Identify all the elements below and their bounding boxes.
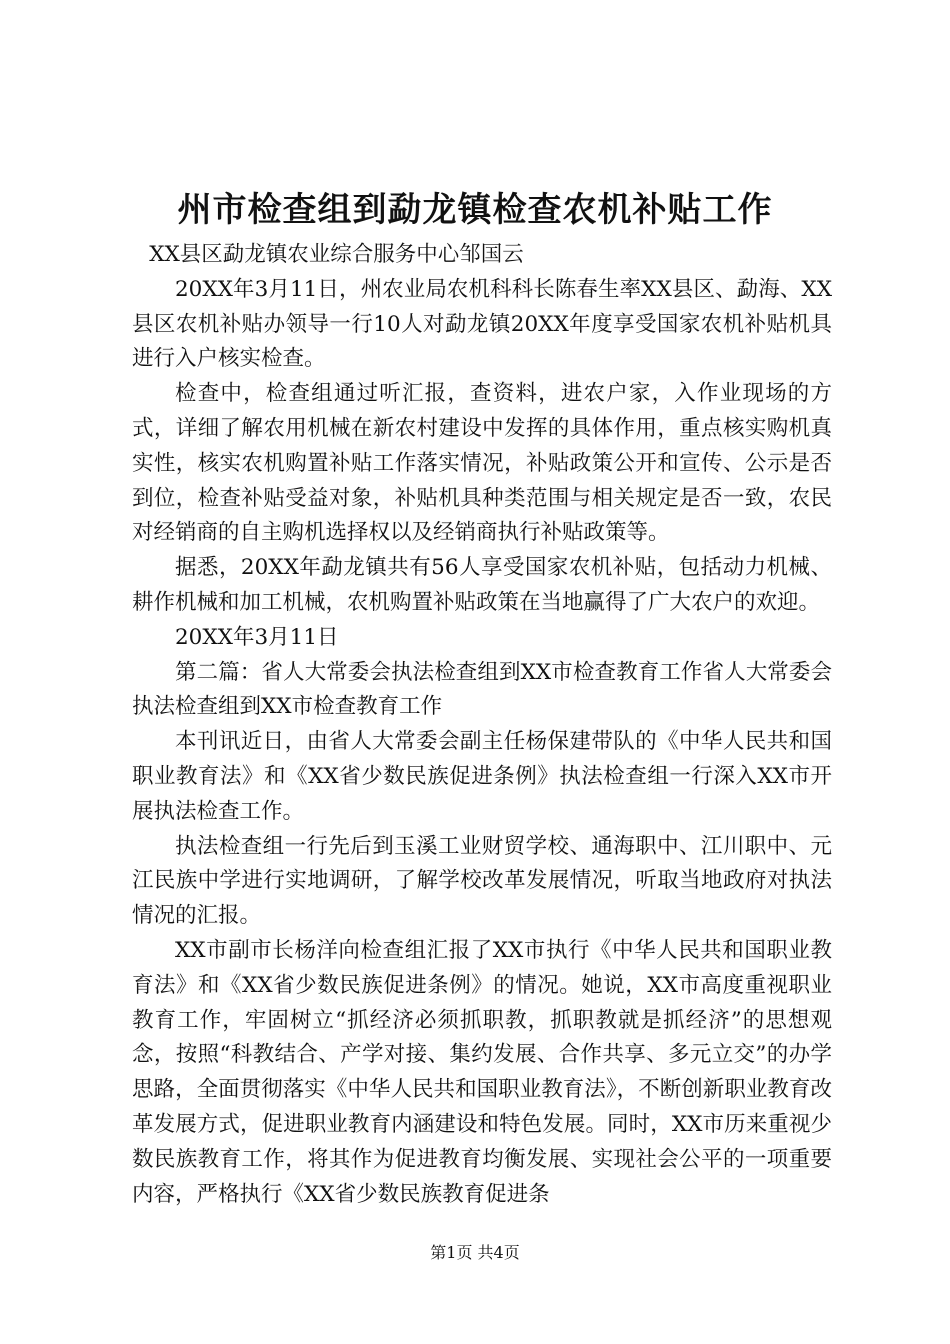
author-line: XX县区勐龙镇农业综合服务中心邹国云 — [149, 242, 524, 267]
paragraph: 据悉，20XX年勐龙镇共有56人享受国家农机补贴，包括动力机械、耕作机械和加工机械，农机购置补贴政策在当地赢得了广大农户的欢迎。 — [132, 555, 832, 615]
paragraph: 执法检查组一行先后到玉溪工业财贸学校、通海职中、江川职中、元江民族中学进行实地调研，了解学校改革发展情况，听取当地政府对执法情况的汇报。 — [132, 833, 832, 929]
paragraph: 本刊讯近日，由省人大常委会副主任杨保建带队的《中华人民共和国职业教育法》和《XX省少数民族促进条例》执法检查组一行深入XX市开展执法检查工作。 — [132, 729, 832, 824]
section-heading: 第二篇：省人大常委会执法检查组到XX市检查教育工作省人大常委会执法检查组到XX市检查教育工作 — [132, 659, 832, 720]
page-footer: 第1页 共4页 — [430, 1243, 520, 1262]
date-line: 20XX年3月11日 — [175, 624, 339, 650]
paragraph: XX市副市长杨洋向检查组汇报了XX市执行《中华人民共和国职业教育法》和《XX省少数民族促进条例》的情况。她说，XX市高度重视职业教育工作，牢固树立“抓经济必须抓职教，抓职教就是抓经济”的思想观念，按照“科教结合、产学对接、集约发展、合作共享、多元立交”的办学思路，全面贯彻落实《中华人民共和国职业教育法》，不断创新职业教育改革发展方式，促进职业教育内涵建设和特色发展。同时，XX市历来重视少数民族教育工作，将其作为促进教育均衡发展、实现社会公平的一项重要内容，严格执行《XX省少数民族教育促进条 — [132, 937, 832, 1207]
paragraph: 检查中，检查组通过听汇报，查资料，进农户家，入作业现场的方式，详细了解农用机械在新农村建设中发挥的具体作用，重点核实购机真实性，核实农机购置补贴工作落实情况，补贴政策公开和宣传、公示是否到位，检查补贴受益对象，补贴机具种类范围与相关规定是否一致，农民对经销商的自主购机选择权以及经销商执行补贴政策等。 — [132, 381, 832, 546]
paragraph: 20XX年3月11日，州农业局农机科科长陈春生率XX县区、勐海、XX县区农机补贴办领导一行10人对勐龙镇20XX年度享受国家农机补贴机具进行入户核实检查。 — [132, 276, 832, 372]
document-body — [132, 238, 832, 1212]
document-title: 州市检查组到勐龙镇检查农机补贴工作 — [177, 190, 773, 230]
